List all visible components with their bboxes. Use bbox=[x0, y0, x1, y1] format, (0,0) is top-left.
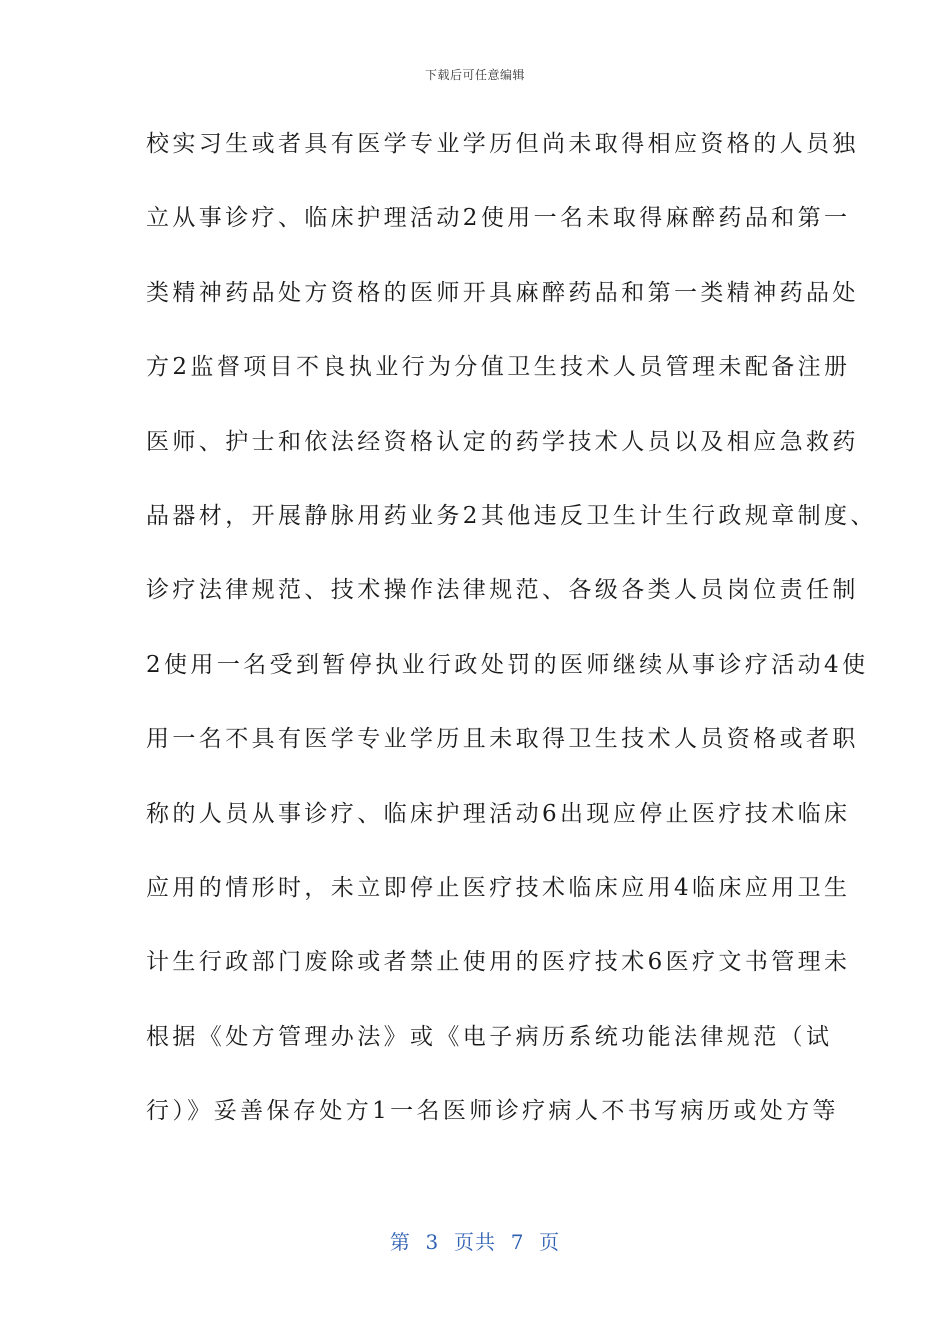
text-line: 行）》妥善保存处方1一名医师诊疗病人不书写病历或处方等 bbox=[146, 1098, 839, 1125]
text-line: 根据《处方管理办法》或《电子病历系统功能法律规范（试 bbox=[146, 1023, 833, 1050]
text-line: 应用的情形时，未立即停止医疗技术临床应用4临床应用卫生 bbox=[146, 874, 851, 901]
text-line: 称的人员从事诊疗、临床护理活动6出现应停止医疗技术临床 bbox=[146, 800, 851, 827]
text-line: 立从事诊疗、临床护理活动2使用一名未取得麻醉药品和第一 bbox=[146, 205, 851, 232]
text-line: 方2监督项目不良执业行为分值卫生技术人员管理未配备注册 bbox=[146, 354, 851, 381]
text-line: 用一名不具有医学专业学历且未取得卫生技术人员资格或者职 bbox=[146, 726, 859, 753]
document-body bbox=[146, 118, 877, 1159]
text-line: 诊疗法律规范、技术操作法律规范、各级各类人员岗位责任制 bbox=[146, 577, 859, 604]
text-line: 品器材，开展静脉用药业务2其他违反卫生计生行政规章制度、 bbox=[146, 502, 877, 529]
page-number: 第 3 页共 7 页 bbox=[389, 1230, 561, 1254]
text-line: 校实习生或者具有医学专业学历但尚未取得相应资格的人员独 bbox=[146, 131, 859, 157]
download-note: 下载后可任意编辑 bbox=[424, 68, 525, 82]
text-line: 2使用一名受到暂停执业行政处罚的医师继续从事诊疗活动4使 bbox=[146, 651, 869, 678]
text-line: 类精神药品处方资格的医师开具麻醉药品和第一类精神药品处 bbox=[146, 279, 859, 306]
text-line: 计生行政部门废除或者禁止使用的医疗技术6医疗文书管理未 bbox=[146, 949, 851, 976]
text-line: 医师、护士和依法经资格认定的药学技术人员以及相应急救药 bbox=[146, 428, 859, 455]
